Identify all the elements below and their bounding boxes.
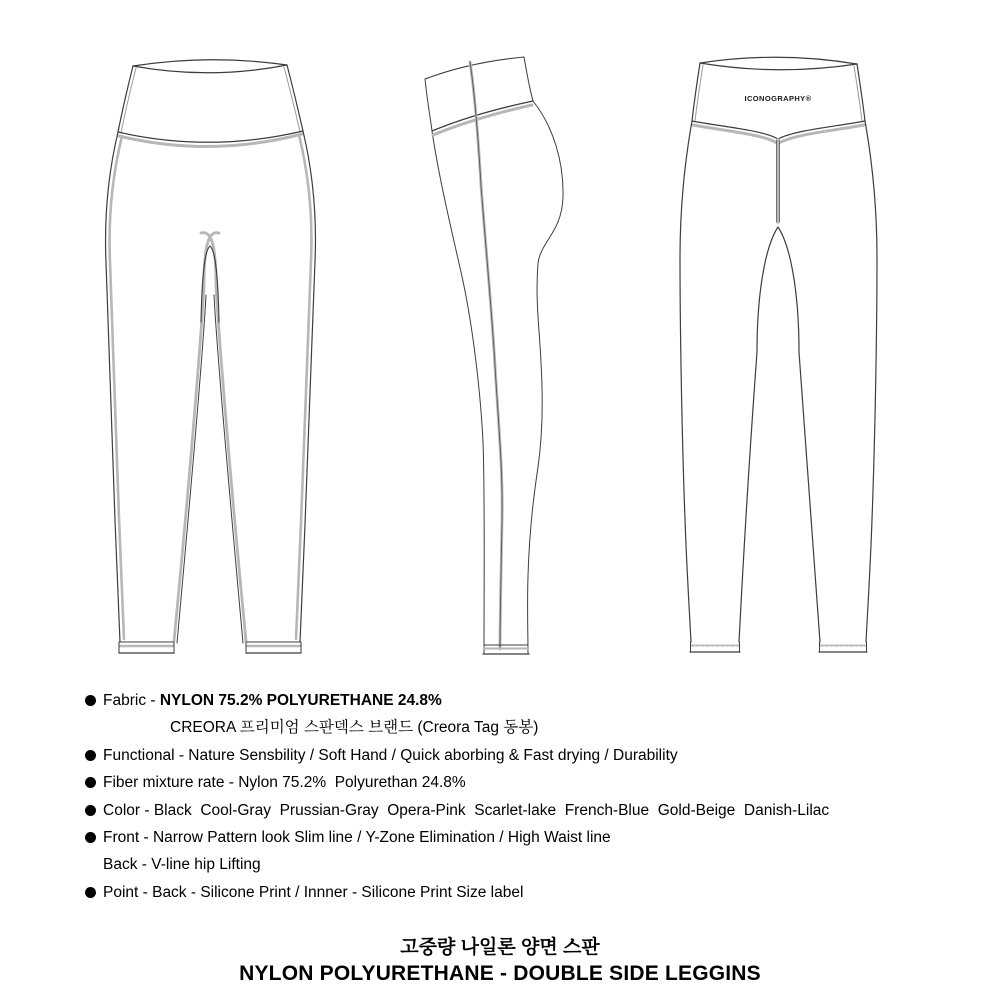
side-view-drawing [410, 40, 585, 665]
bullet-icon [85, 805, 96, 816]
spec-line-functional [85, 742, 990, 769]
spec-list [85, 687, 990, 906]
spec-functional-text: Functional - Nature Sensbility / Soft Hand / Quick aborbing & Fast drying / Durability [103, 746, 678, 764]
spec-line-fabric [85, 687, 990, 714]
front-view-drawing [90, 40, 330, 665]
spec-front-text: Front - Narrow Pattern look Slim line / Y-Zone Elimination / High Waist line [103, 828, 611, 846]
spec-color-text: Color - Black Cool-Gray Prussian-Gray Opera-Pink Scarlet-lake French-Blue Gold-Beige Danish-Lilac [103, 801, 830, 819]
bullet-icon [85, 750, 96, 761]
bullet-icon [85, 695, 96, 706]
spec-back-text: Back - V-line hip Lifting [103, 856, 261, 874]
spec-point-text: Point - Back - Silicone Print / Innner - Silicone Print Size label [103, 883, 524, 901]
spec-fiber-text: Fiber mixture rate - Nylon 75.2% Polyurethan 24.8% [103, 774, 466, 792]
footer-title-korean: 고중량 나일론 양면 스판 [400, 937, 600, 958]
back-waistband-brand-label: ICONOGRAPHY® [744, 94, 812, 103]
bullet-icon [85, 832, 96, 843]
spec-line-color [85, 797, 990, 824]
spec-fabric-text [103, 693, 442, 709]
spec-line-back [85, 851, 990, 878]
spec-line-front [85, 824, 990, 851]
back-view-drawing [670, 40, 885, 665]
footer-title-english: NYLON POLYURETHANE - DOUBLE SIDE LEGGINS [239, 962, 761, 985]
spec-line-fiber [85, 769, 990, 796]
bullet-icon [85, 887, 96, 898]
spec-fabric-sub-text: CREORA 프리미엄 스판덱스 브랜드 (Creora Tag 동봉) [170, 719, 539, 737]
spec-line-point [85, 879, 990, 906]
spec-line-fabric-sub [85, 714, 990, 741]
spec-fabric-label: Fabric - [103, 691, 160, 709]
spec-fabric-value: NYLON 75.2% POLYURETHANE 24.8% [159, 691, 442, 709]
bullet-icon [85, 777, 96, 788]
footer [0, 932, 1000, 986]
